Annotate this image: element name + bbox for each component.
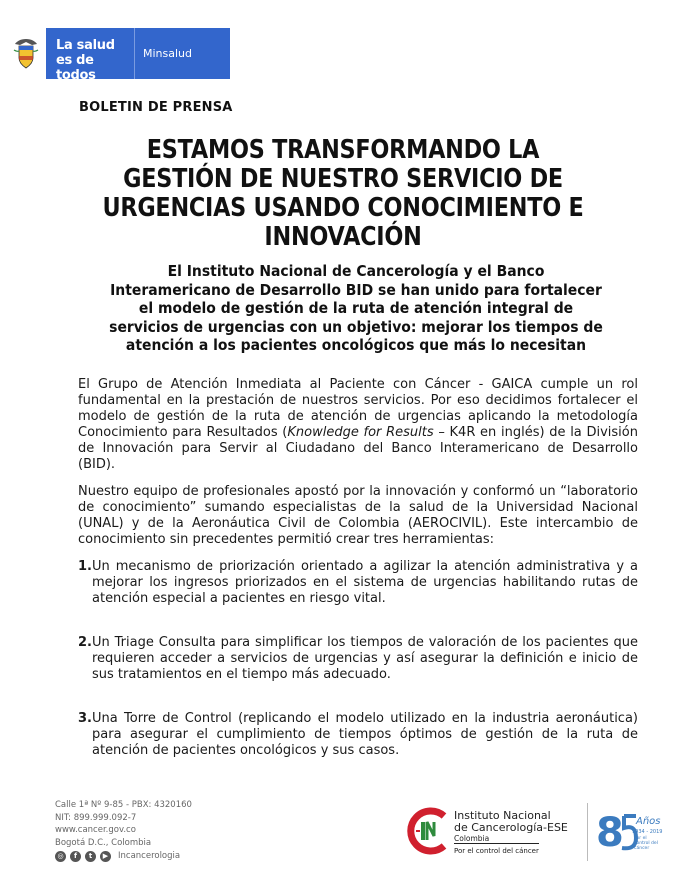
page-title: ESTAMOS TRANSFORMANDO LA GESTIÓN DE NUESTRO SERVICIO DE URGENCIAS USANDO CONOCIMIENTO E INNOVACIÓN (102, 135, 584, 252)
list-item: 1. Un mecanismo de priorización orientado a agilizar la atención administrativa y a mejorar los ingresos priorizados en el sistema de urgencias habilitando rutas de atención especial a pacientes en riesgo vital. (78, 559, 638, 606)
paragraph-2: Nuestro equipo de profesionales apostó por la innovación y conformó un “laboratorio de conocimiento” sumando especialistas de la salud de la Universidad Nacional (UNAL) y de la Aeronáutica Civil de Colombia (AEROCIVIL). Este intercambio de conocimiento sin precedentes permitió crear tres herramientas: (78, 484, 638, 547)
social-links (55, 850, 192, 863)
anniversary-logo (596, 808, 663, 861)
inc-logo-icon (404, 806, 452, 861)
anniv-label: Años (636, 816, 661, 827)
youtube-icon[interactable]: ▶ (100, 851, 111, 862)
tools-list (78, 559, 638, 759)
svg-text:8: 8 (596, 810, 624, 856)
inc-motto: Por el control del cáncer (454, 843, 539, 857)
list-item: 3. Una Torre de Control (replicando el modelo utilizado en la industria aeronáutica) para asegurar el cumplimiento de tiempos óptimos de gestión de la ruta de atención de pacientes oncológicos y sus casos. (78, 711, 638, 758)
anniv-years: 1934 - 2019 (632, 829, 663, 835)
anniv-motto: Por el control del cáncer (634, 836, 658, 851)
inc-country: Colombia (454, 834, 490, 843)
contact-info (55, 799, 192, 863)
list-item: 2. Un Triage Consulta para simplificar los tiempos de valoración de los pacientes que requieren acceder a servicios de urgencias y así asegurar la definición e inicio de sus tratamientos en el tiempo más adecuado. (78, 635, 638, 682)
footer-divider (587, 803, 588, 861)
italic-term: Knowledge for Results (287, 425, 434, 440)
page-subtitle: El Instituto Nacional de Cancerología y el Banco Interamericano de Desarrollo BID se han unido para fortalecer el modelo de gestión de la ruta de atención integral de servicios de urgencias con un objetivo: mejorar los tiempos de atención a los pacientes oncológicos que más lo necesitan (109, 262, 603, 354)
list-number: 1. (78, 559, 92, 574)
address: Calle 1ª Nº 9-85 - PBX: 4320160 (55, 800, 192, 810)
facebook-icon[interactable]: f (70, 851, 81, 862)
social-handle: Incancerologia (118, 851, 181, 861)
instagram-icon[interactable]: ◎ (55, 851, 66, 862)
list-number: 3. (78, 711, 92, 726)
slogan-text: La salud es de todos (46, 28, 134, 79)
minsalud-brand: Minsalud (134, 28, 230, 79)
coat-of-arms-icon (6, 28, 46, 79)
nit: NIT: 899.999.092-7 (55, 812, 137, 823)
paragraph-1: El Grupo de Atención Inmediata al Paciente con Cáncer - GAICA cumple un rol fundamental en la prestación de nuestros servicios. Por eso decidimos fortalecer el modelo de gestión de la ruta de atención de urgencias aplicando la metodología Conocimiento para Resultados (Knowledge for Results – K4R en inglés) de la División de Innovación para Servir al Ciudadano del Banco Interamericano de Desarrollo (BID). (78, 377, 638, 472)
minsalud-banner (6, 28, 230, 83)
twitter-icon[interactable]: t (85, 851, 96, 862)
inc-name: Instituto Nacional de Cancerología-ESE Colombia Por el control del cáncer (454, 809, 568, 855)
press-kicker: BOLETIN DE PRENSA (79, 100, 233, 115)
list-number: 2. (78, 635, 92, 650)
city: Bogotá D.C., Colombia (55, 837, 152, 848)
website-link[interactable]: www.cancer.gov.co (55, 825, 136, 835)
article-body (78, 377, 638, 787)
